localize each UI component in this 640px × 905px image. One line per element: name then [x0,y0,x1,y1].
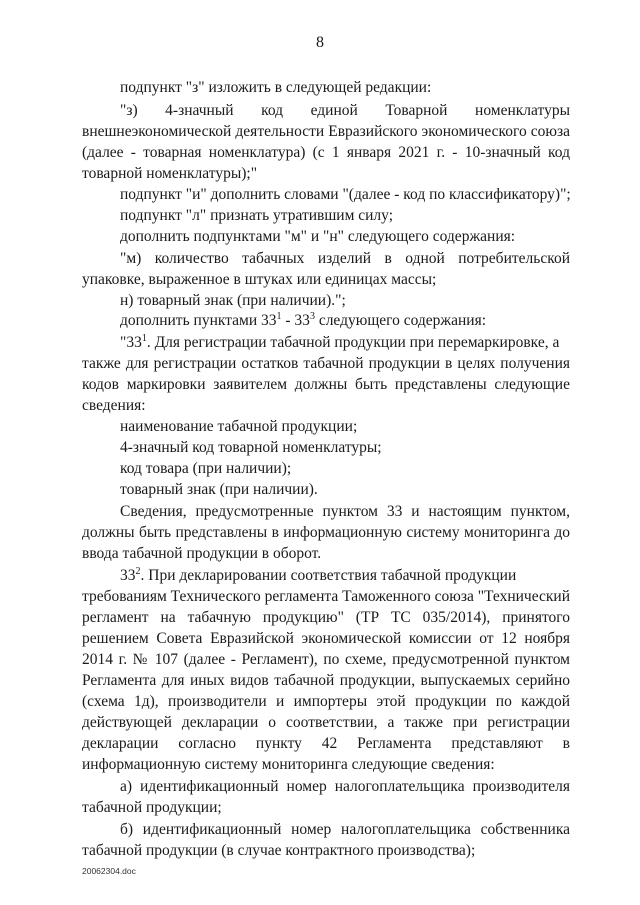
text-line: (далее - товарная номенклатура) (с 1 января 2021 г. - 10-значный код [82,144,570,161]
text-line [120,566,570,586]
text-line: наименование табачной продукции; [120,418,358,435]
text-line: также для регистрации остатков табачной продукции в целях получения [82,355,570,372]
text-line: решением Совета Евразийской экономической комиссии от 12 ноября [82,630,570,647]
text-line: Регламента для иных видов табачной продукции, выпускаемых серийно [82,672,570,689]
text-line: кодов маркировки заявителем должны быть представлены следующие [82,376,570,393]
text-line: н) товарный знак (при наличии)."; [120,292,346,309]
superscript: 1 [141,333,147,344]
text-span: дополнить пунктами 33 [120,312,277,329]
text-span: 33 [120,567,136,584]
text-line: табачной продукции; [82,799,222,816]
text-line: упаковке, выраженное в штуках или единицах массы; [82,271,437,288]
superscript: 2 [135,566,141,577]
document-filename: 20062304.doc [82,866,136,876]
text-line: декларации согласно пункту 42 Регламента представляют в [82,735,570,752]
text-span: . При декларировании соответствия табачной продукции [140,567,517,584]
text-line: требованиям Технического регламента Таможенного союза "Технический [82,588,570,605]
text-span: "33 [120,334,142,351]
text-line: подпункт "л" признать утратившим силу; [120,207,394,224]
text-line: ввода табачной продукции в оборот. [82,545,322,562]
superscript: 3 [309,311,315,322]
text-line [120,333,570,353]
text-span: - 33 [281,312,310,329]
text-line: внешнеэкономической деятельности Евразийского экономического союза [82,123,570,140]
text-span: следующего содержания: [314,312,487,329]
text-line: "м) количество табачных изделий в одной потребительской [120,250,570,267]
text-line: табачной продукции (в случае контрактного производства); [82,842,476,859]
text-line: должны быть представлены в информационную систему мониторинга до [82,524,570,541]
text-line: регламент на табачную продукцию" (ТР ТС 035/2014), принятого [82,609,570,626]
text-line: 4-значный код товарной номенклатуры; [120,439,382,456]
text-line: подпункт "и" дополнить словами "(далее - код по классификатору)"; [120,186,571,203]
text-line: 2014 г. № 107 (далее - Регламент), по схеме, предусмотренной пунктом [82,651,570,668]
text-span: . Для регистрации табачной продукции при перемаркировке, а [146,334,560,351]
text-line: дополнить подпунктами "м" и "н" следующего содержания: [120,228,516,245]
text-line: а) идентификационный номер налогоплательщика производителя [120,778,570,795]
text-line: сведения: [82,397,146,414]
page-number: 8 [316,34,324,51]
text-line: б) идентификационный номер налогоплательщика собственника [120,821,570,838]
text-line: информационную систему мониторинга следующие сведения: [82,756,495,773]
text-line: Сведения, предусмотренные пунктом 33 и настоящим пунктом, [120,503,570,520]
text-line: (схема 1д), производители и импортеры этой продукции по каждой [82,693,570,710]
superscript: 1 [276,311,282,322]
text-line: действующей декларации о соответствии, а также при регистрации [82,714,570,731]
text-line: код товара (при наличии); [120,460,292,477]
text-line: товарной номенклатуры);" [82,165,258,182]
text-line: подпункт "з" изложить в следующей редакции: [120,79,432,96]
text-line: "з) 4-значный код единой Товарной номенклатуры [120,102,570,119]
text-line [120,311,486,331]
text-line: товарный знак (при наличии). [120,481,318,498]
